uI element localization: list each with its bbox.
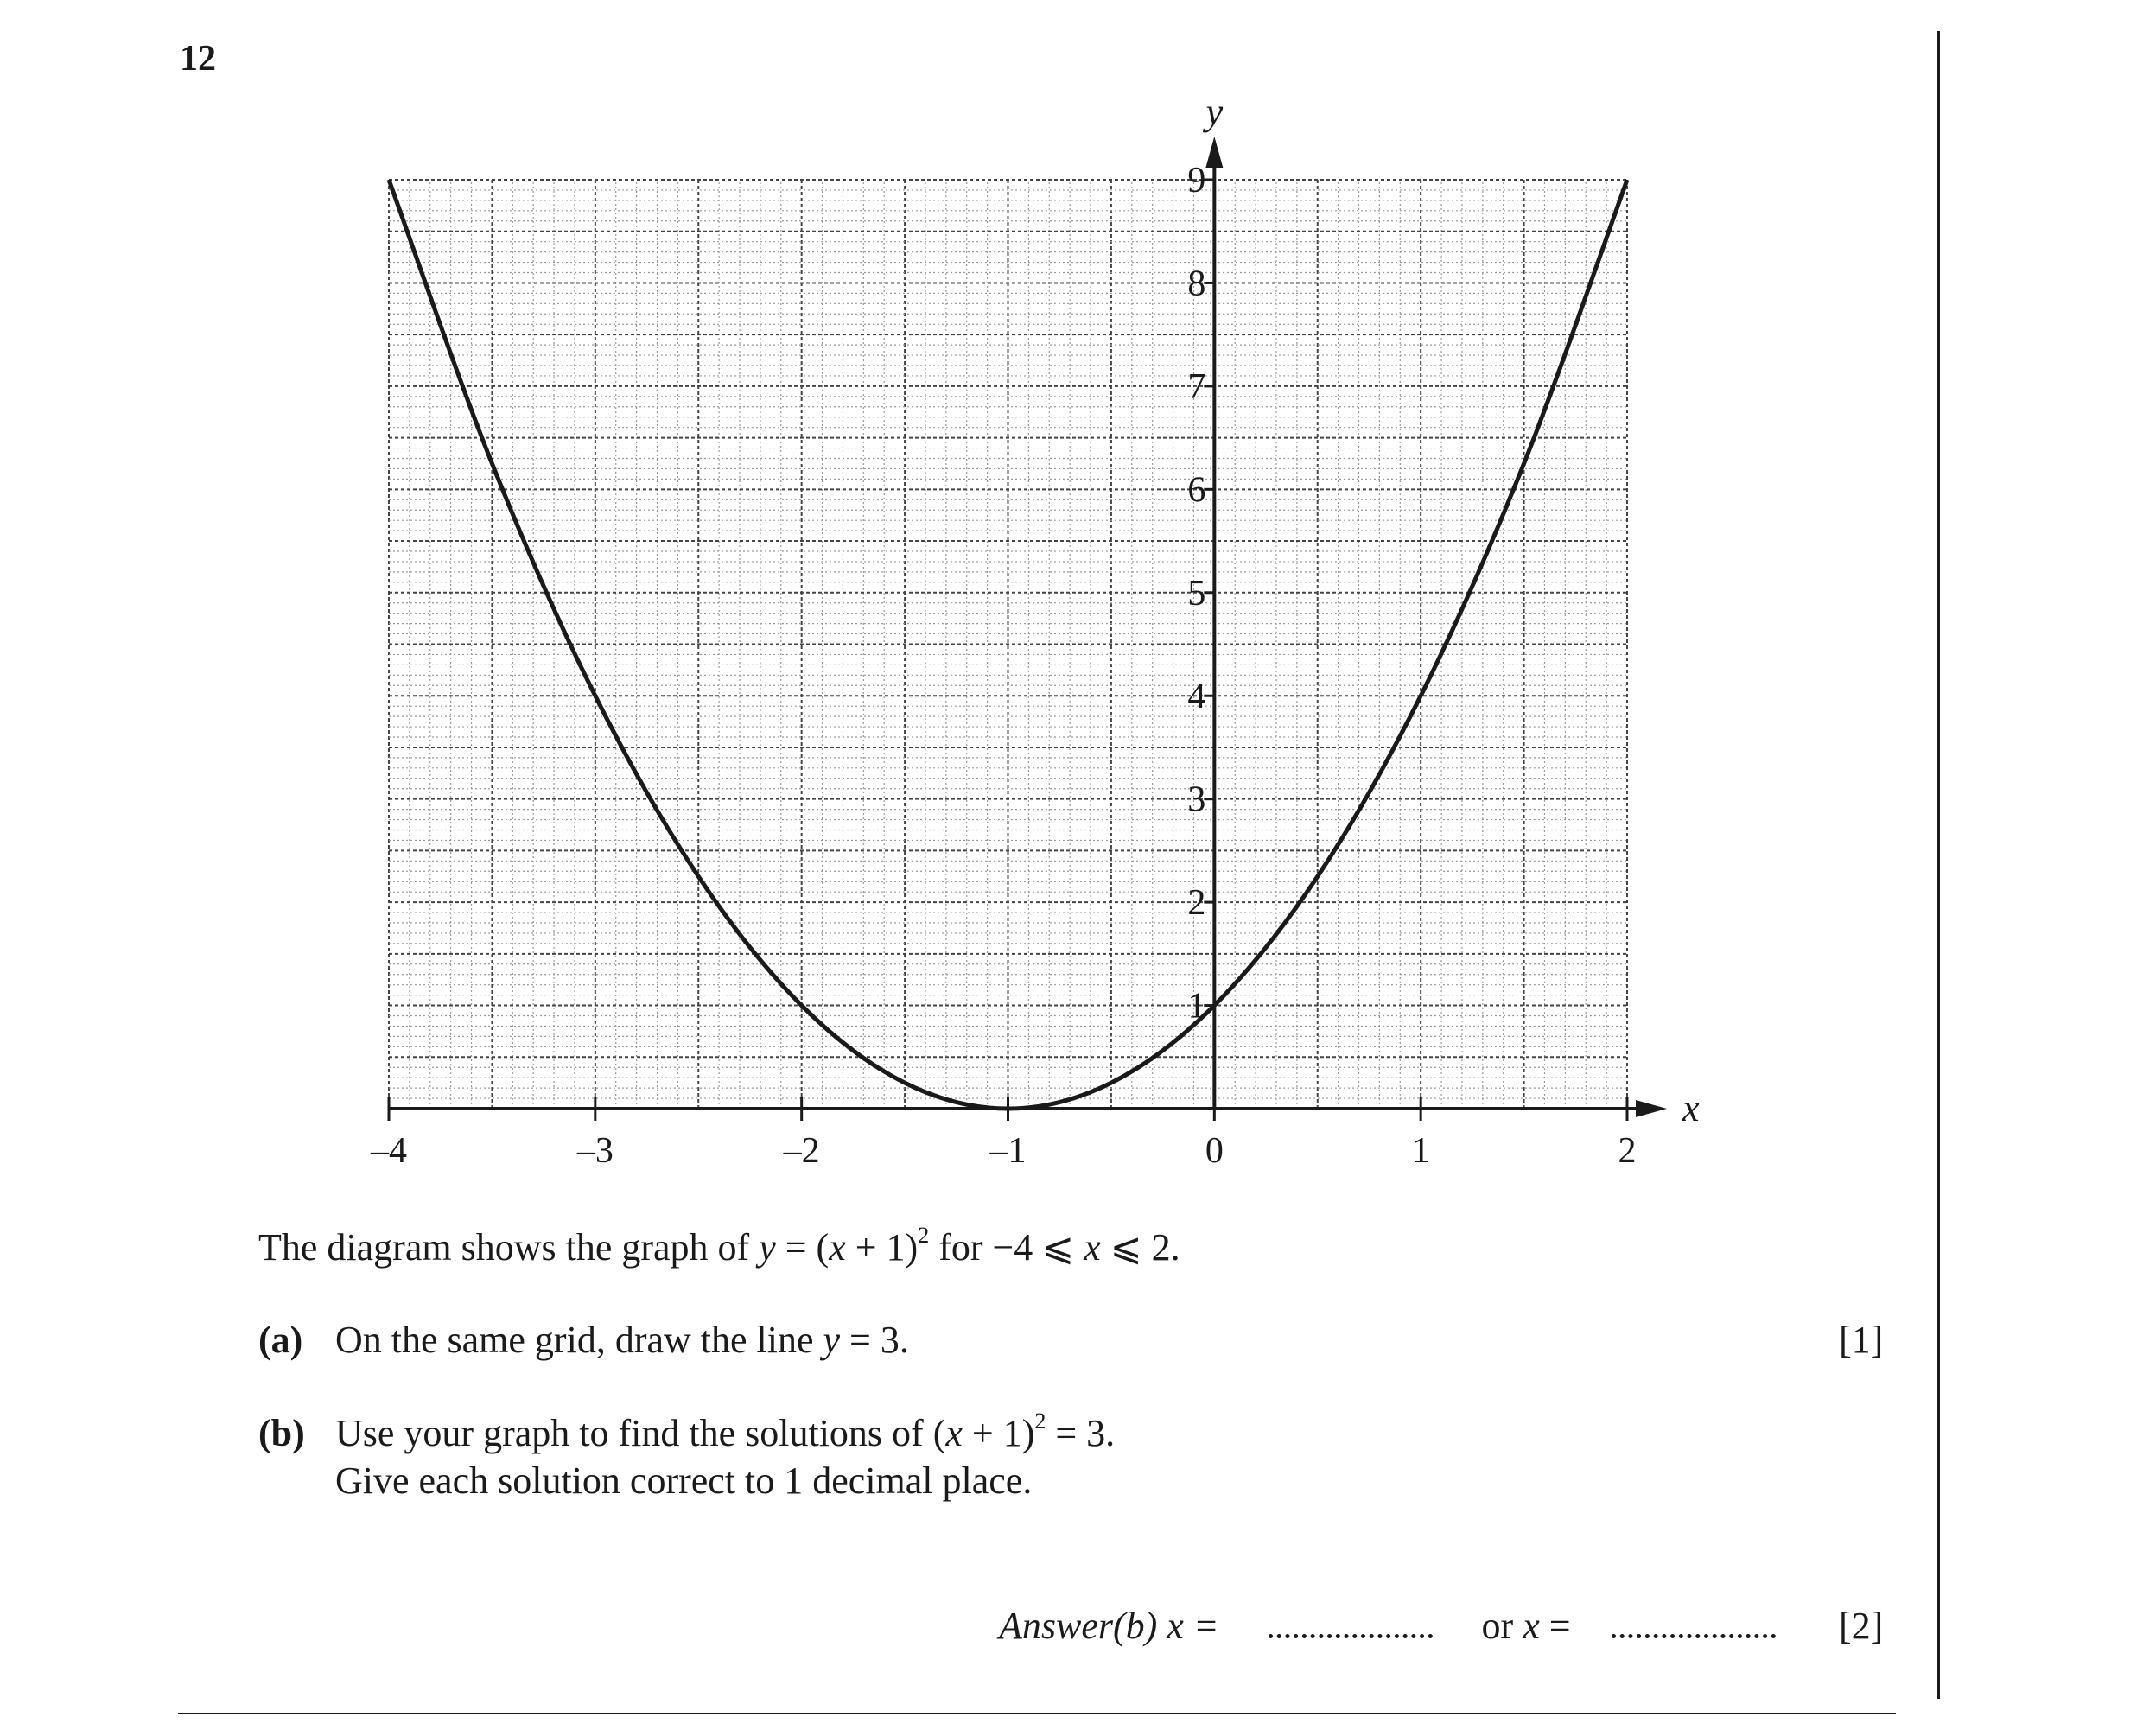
answer-blank-1[interactable]	[1269, 1627, 1433, 1638]
answer-blank-2[interactable]	[1612, 1627, 1776, 1638]
answer-line: Answer(b) x = or x =	[999, 1604, 1776, 1650]
y-axis-label: y	[1205, 91, 1224, 133]
y-tick-label: 7	[1187, 366, 1206, 407]
x-tick-label: 0	[1205, 1131, 1224, 1171]
axes	[389, 137, 1667, 1121]
part-b-marks: [2]	[1839, 1605, 1884, 1647]
y-tick-label: 2	[1187, 883, 1206, 924]
tick-labels	[370, 91, 1700, 1171]
x-axis-arrow	[1636, 1100, 1667, 1117]
y-tick-label: 5	[1187, 573, 1206, 614]
y-tick-label: 1	[1187, 986, 1206, 1027]
x-tick-label: 2	[1618, 1131, 1637, 1171]
y-tick-label: 9	[1187, 161, 1206, 200]
x-tick-label: –2	[783, 1131, 820, 1171]
grid	[389, 180, 1627, 1109]
y-tick-label: 8	[1187, 264, 1206, 304]
part-b-label: (b)	[258, 1412, 305, 1454]
part-a-label: (a)	[258, 1319, 303, 1361]
margin-rule	[1937, 31, 1940, 1699]
part-a-marks: [1]	[1839, 1319, 1884, 1361]
x-tick-label: 1	[1411, 1131, 1430, 1171]
x-tick-label: –4	[371, 1131, 407, 1171]
answer-label: Answer(b) x =	[999, 1605, 1229, 1647]
y-axis-arrow	[1205, 137, 1223, 168]
x-tick-label: –3	[576, 1131, 614, 1171]
x-axis-label: x	[1682, 1087, 1700, 1129]
intro-text: The diagram shows the graph of $y = (x + 1)^2$ for −4 ⩽ x ⩽ 2.	[258, 1223, 1180, 1269]
bottom-rule	[178, 1713, 1896, 1714]
y-tick-label: 4	[1187, 677, 1206, 717]
question-number: 12	[180, 39, 216, 79]
y-tick-label: 3	[1187, 779, 1206, 820]
part-b-line1: Use your graph to find the solutions of $(x + 1)^2 = 3$.	[335, 1409, 1116, 1454]
part-a-text: On the same grid, draw the line y = 3.	[335, 1319, 909, 1361]
x-tick-label: –1	[989, 1131, 1027, 1171]
part-b-line2: Give each solution correct to 1 decimal place.	[335, 1459, 1033, 1502]
y-tick-label: 6	[1187, 470, 1206, 511]
